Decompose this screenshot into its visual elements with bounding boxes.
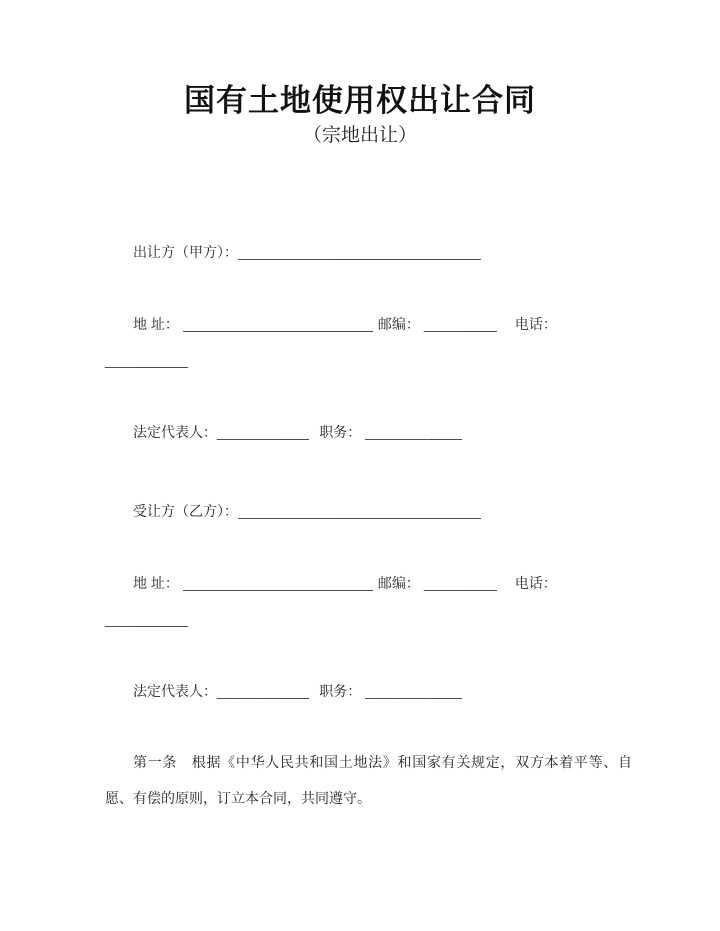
party-b-legal-rep-blank-line [279, 684, 309, 699]
party-b-postcode-blank-line [463, 576, 497, 591]
party-a-position-label: 职务： [319, 424, 362, 440]
party-b-legal-rep-row [105, 673, 632, 709]
party-a-address-label: 地 址： [133, 316, 179, 332]
party-b-address-row [105, 565, 632, 601]
party-a-postcode-label: 邮编： [377, 316, 420, 332]
party-a-address-blank-line [183, 317, 373, 332]
party-a-phone-label: 电话： [514, 316, 557, 332]
party-b-phone-blank-line [136, 612, 188, 627]
party-b-position-blank-line [428, 684, 462, 699]
party-a-address-row [105, 306, 632, 342]
party-a-postcode-blank-line [463, 317, 497, 332]
party-a-position-blank-line [428, 425, 462, 440]
party-b-phone-blank: ____ [105, 611, 137, 627]
party-b-blank: ____________ [238, 503, 332, 519]
party-b-phone-label: 电话： [514, 575, 557, 591]
party-a-phone-blank-line [136, 353, 188, 368]
party-b-label: 受让方（乙方）： [133, 503, 238, 519]
party-b-legal-rep-label: 法定代表人： [133, 683, 217, 699]
party-b-blank-line [331, 504, 481, 519]
party-a-postcode-blank: _____ [423, 316, 463, 332]
party-a-label: 出让方（甲方）： [133, 244, 238, 260]
party-b-position-label: 职务： [319, 683, 362, 699]
party-b-legal-rep-blank: ________ [217, 683, 280, 699]
party-b-position-blank: ________ [365, 683, 428, 699]
party-a-phone-continuation-row [105, 342, 632, 378]
party-a-legal-rep-blank: ________ [217, 424, 280, 440]
party-a-blank-line [331, 245, 481, 260]
party-a-blank: ____________ [238, 244, 332, 260]
article-1-paragraph: 第一条 根据《中华人民共和国土地法》和国家有关规定，双方本着平等、自愿、有偿的原则，订立本合同，共同遵守。 [105, 754, 632, 806]
party-b-phone-continuation-row [105, 601, 632, 637]
party-a-position-blank: ________ [365, 424, 428, 440]
party-a-row [105, 234, 632, 270]
party-b-postcode-blank: _____ [423, 575, 463, 591]
party-a-legal-rep-label: 法定代表人： [133, 424, 217, 440]
party-b-row [105, 493, 632, 529]
party-a-phone-blank: ____ [105, 352, 137, 368]
document-subtitle: （宗地出让） [302, 124, 417, 146]
document-body [105, 234, 632, 816]
party-a-legal-rep-row [105, 414, 632, 450]
party-b-address-label: 地 址： [133, 575, 179, 591]
party-a-legal-rep-blank-line [279, 425, 309, 440]
party-b-address-blank-line [183, 576, 373, 591]
document-title: 国有土地使用权出让合同 [184, 83, 536, 119]
party-b-postcode-label: 邮编： [377, 575, 420, 591]
